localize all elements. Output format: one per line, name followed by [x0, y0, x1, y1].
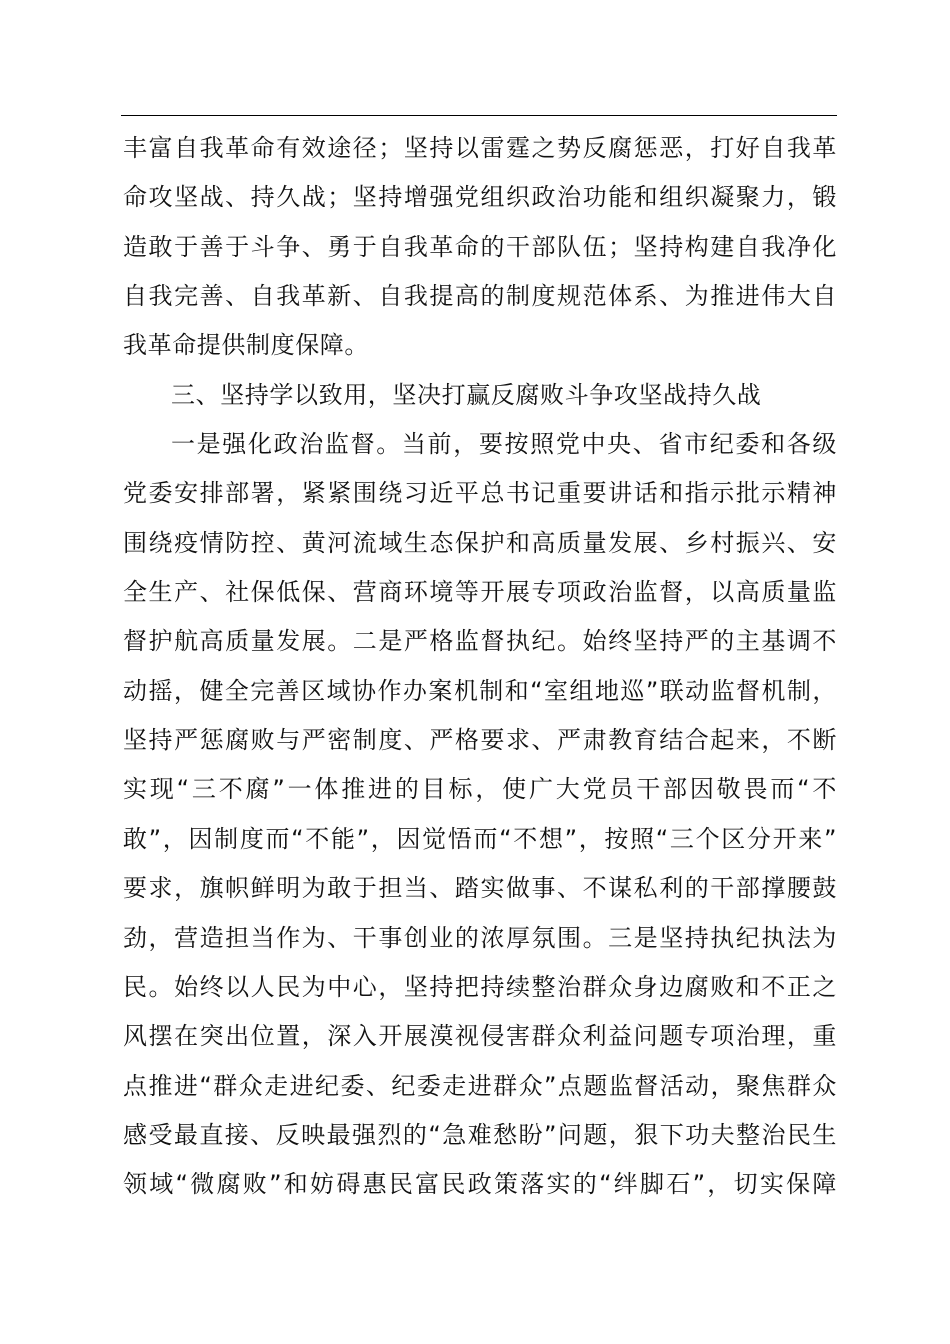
- text-line: 党委安排部署，紧紧围绕习近平总书记重要讲话和指示批示精神: [123, 479, 837, 508]
- text-line: 风摆在突出位置，深入开展漠视侵害群众利益问题专项治理，重: [123, 1022, 837, 1051]
- text-line: 动摇，健全完善区域协作办案机制和“室组地巡”联动监督机制，: [123, 676, 837, 705]
- text-line: 造敢于善于斗争、勇于自我革命的干部队伍；坚持构建自我净化: [123, 232, 837, 261]
- header-rule: [121, 115, 837, 116]
- text-line: 命攻坚战、持久战；坚持增强党组织政治功能和组织凝聚力，锻: [123, 183, 837, 212]
- section-heading: 三、坚持学以致用，坚决打赢反腐败斗争攻坚战持久战: [171, 380, 762, 409]
- text-line: 全生产、社保低保、营商环境等开展专项政治监督，以高质量监: [123, 578, 837, 607]
- text-line: 督护航高质量发展。二是严格监督执纪。始终坚持严的主基调不: [123, 627, 837, 656]
- text-line: 坚持严惩腐败与严密制度、严格要求、严肃教育结合起来，不断: [123, 726, 837, 755]
- text-line: 领域“微腐败”和妨碍惠民富民政策落实的“绊脚石”，切实保障: [123, 1170, 837, 1199]
- text-line: 点推进“群众走进纪委、纪委走进群众”点题监督活动，聚焦群众: [123, 1071, 837, 1100]
- paragraph-first-line: 一是强化政治监督。当前，要按照党中央、省市纪委和各级: [171, 430, 837, 459]
- text-line: 民。始终以人民为中心，坚持把持续整治群众身边腐败和不正之: [123, 972, 837, 1001]
- text-line: 丰富自我革命有效途径；坚持以雷霆之势反腐惩恶，打好自我革: [123, 134, 837, 162]
- text-line: 围绕疫情防控、黄河流域生态保护和高质量发展、乡村振兴、安: [123, 528, 837, 557]
- text-line: 要求，旗帜鲜明为敢于担当、踏实做事、不谋私利的干部撑腰鼓: [123, 874, 837, 903]
- text-line: 劲，营造担当作为、干事创业的浓厚氛围。三是坚持执纪执法为: [123, 923, 837, 952]
- text-line: 实现“三不腐”一体推进的目标，使广大党员干部因敬畏而“不: [123, 775, 837, 804]
- text-line: 我革命提供制度保障。: [123, 331, 369, 360]
- text-line: 自我完善、自我革新、自我提高的制度规范体系、为推进伟大自: [123, 282, 837, 311]
- document-body: [123, 124, 837, 1210]
- text-line: 感受最直接、反映最强烈的“急难愁盼”问题，狠下功夫整治民生: [123, 1120, 837, 1149]
- text-line: 敢”，因制度而“不能”，因觉悟而“不想”，按照“三个区分开来”: [123, 824, 837, 853]
